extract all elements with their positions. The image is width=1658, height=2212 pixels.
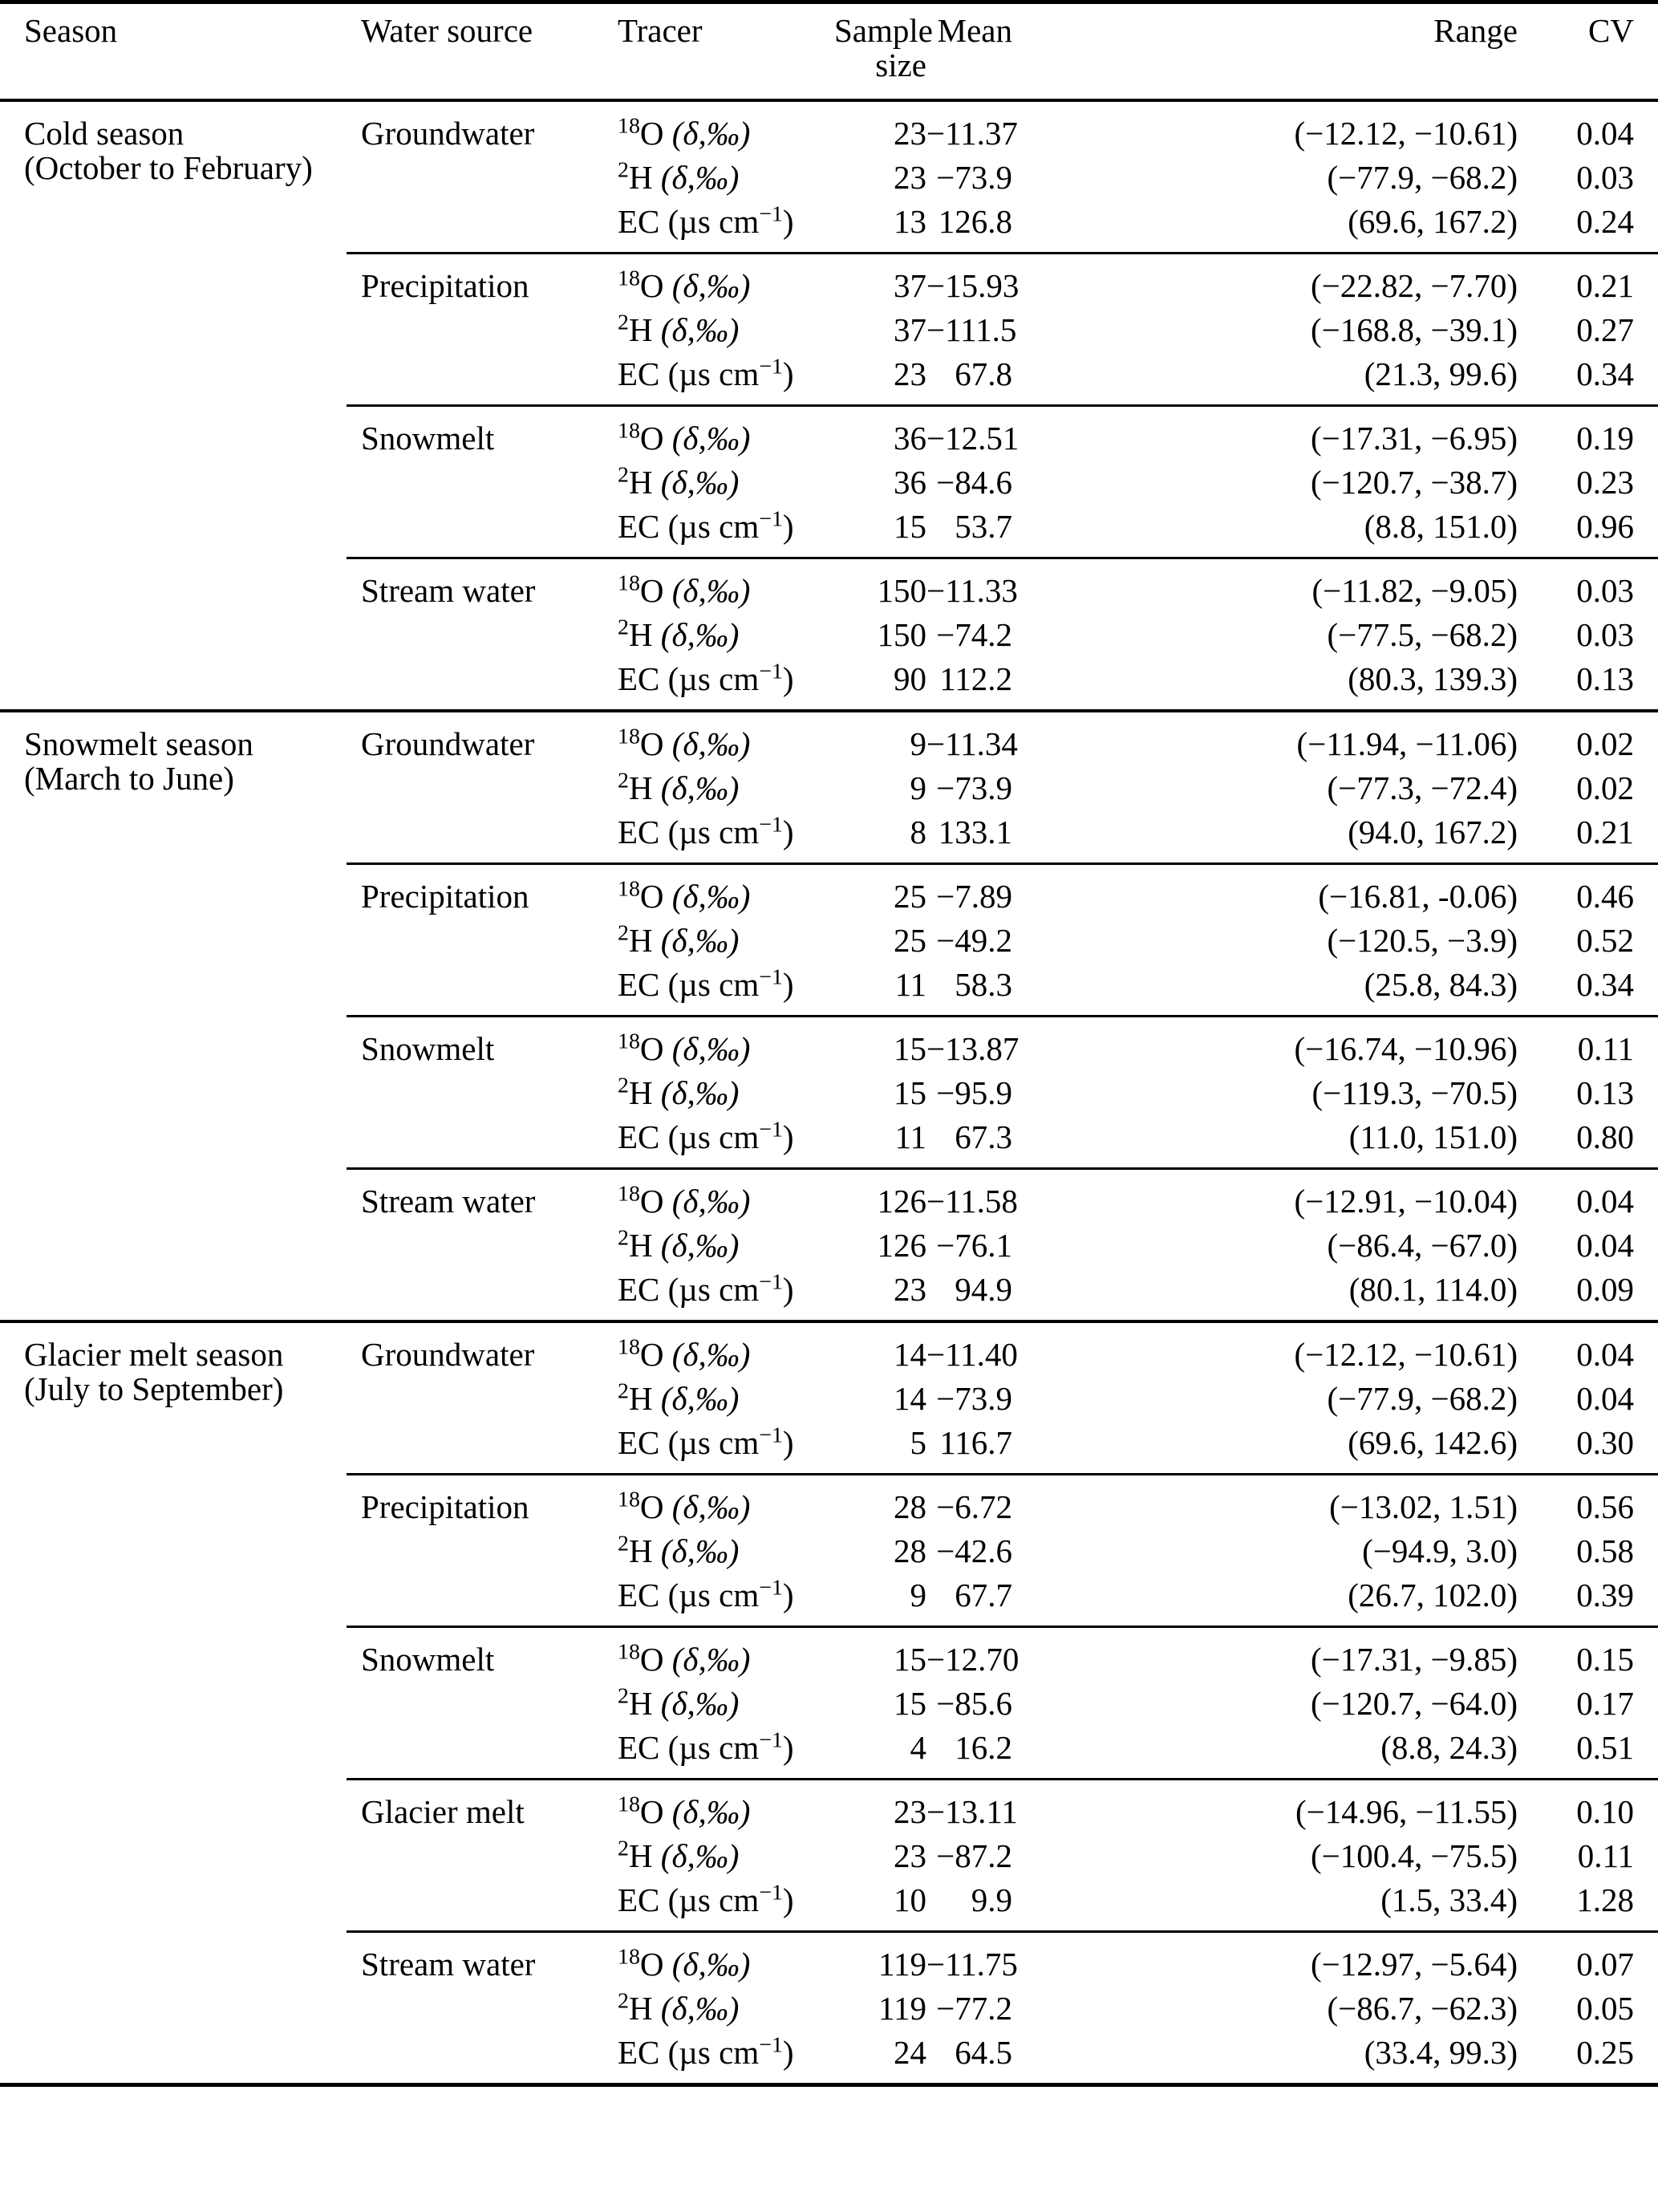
- water-source-cell: Stream water: [347, 1932, 618, 2085]
- sample-size-cell: 119: [834, 1932, 926, 1987]
- water-source-cell: Precipitation: [347, 254, 618, 406]
- mean-cell: −12.70: [926, 1627, 1012, 1682]
- mean-cell: −11.33: [926, 558, 1012, 614]
- water-source-cell: Groundwater: [347, 711, 618, 864]
- cv-cell: 0.39: [1576, 1577, 1634, 1613]
- tracer-cell: EC (µs $cm^{-1}$): [618, 2032, 794, 2071]
- range-cell: (80.1, 114.0): [1348, 1271, 1518, 1308]
- mean-cell: 64.5: [955, 2034, 1012, 2071]
- water-source-cell: Precipitation: [347, 864, 618, 1017]
- sample-size-cell: 14: [834, 1321, 926, 1377]
- tracer-cell: EC (µs $cm^{-1}$): [618, 1727, 794, 1766]
- sample-size-cell: 8: [910, 814, 926, 850]
- cv-cell: 0.02: [1576, 769, 1634, 806]
- tracer-cell: $^{18}$O (δ,‰): [618, 113, 751, 152]
- range-cell: (94.0, 167.2): [1348, 814, 1518, 850]
- range-cell: (−86.7, −62.3): [1327, 1990, 1518, 2027]
- range-cell: (8.8, 151.0): [1364, 508, 1518, 545]
- range-cell: (80.3, 139.3): [1348, 660, 1518, 697]
- sample-size-cell: 4: [910, 1729, 926, 1766]
- mean-cell: −13.11: [926, 1780, 1012, 1835]
- cv-cell: 0.27: [1576, 311, 1634, 348]
- sample-size-cell: 9: [910, 1577, 926, 1613]
- season-cell: [0, 1321, 347, 2085]
- tracer-cell: $^{18}$O (δ,‰): [618, 1475, 834, 1530]
- range-cell: (−11.82, −9.05): [1012, 558, 1518, 614]
- range-cell: (−168.8, −39.1): [1310, 311, 1518, 348]
- sample-size-cell: 126: [877, 1227, 926, 1264]
- cv-cell: 0.58: [1576, 1532, 1634, 1569]
- col-header-mean: Mean: [926, 2, 1012, 101]
- mean-cell: 16.2: [955, 1729, 1012, 1766]
- mean-cell: −11.37: [926, 115, 1018, 152]
- tracer-cell: $^2$H (δ,‰): [618, 1683, 740, 1722]
- cv-cell: 0.11: [1577, 1837, 1634, 1874]
- tracer-cell: EC (µs $cm^{-1}$): [618, 1575, 794, 1613]
- range-cell: (25.8, 84.3): [1364, 966, 1518, 1003]
- mean-cell: 67.3: [955, 1118, 1012, 1155]
- tracer-cell: EC (µs $cm^{-1}$): [618, 659, 794, 697]
- range-cell: (−86.4, −67.0): [1327, 1227, 1518, 1264]
- range-cell: (8.8, 24.3): [1380, 1729, 1518, 1766]
- cv-cell: 0.04: [1576, 1227, 1634, 1264]
- sample-size-cell: 15: [834, 1627, 926, 1682]
- tracer-cell: $^{18}$O (δ,‰): [618, 254, 834, 309]
- range-cell: (69.6, 167.2): [1348, 203, 1518, 240]
- cv-cell: 0.25: [1576, 2034, 1634, 2071]
- range-cell: (−14.96, −11.55): [1012, 1780, 1518, 1835]
- sample-size-cell: 5: [910, 1424, 926, 1461]
- cv-cell: 0.04: [1576, 115, 1634, 152]
- cv-cell: 0.17: [1576, 1685, 1634, 1722]
- range-cell: (−16.74, −10.96): [1012, 1017, 1518, 1072]
- range-cell: (−77.3, −72.4): [1327, 769, 1518, 806]
- season-name: Snowmelt season: [24, 725, 253, 762]
- mean-cell: 9.9: [971, 1881, 1012, 1918]
- sample-size-cell: 25: [834, 864, 926, 919]
- mean-cell: −42.6: [936, 1532, 1012, 1569]
- cv-cell: 0.03: [1518, 558, 1658, 614]
- water-source-cell: Groundwater: [347, 1321, 618, 1475]
- cv-cell: 0.34: [1576, 355, 1634, 392]
- cv-cell: 0.04: [1518, 1321, 1658, 1377]
- mean-cell: 53.7: [955, 508, 1012, 545]
- mean-cell: −77.2: [936, 1990, 1012, 2027]
- mean-cell: −87.2: [936, 1837, 1012, 1874]
- range-cell: (69.6, 142.6): [1348, 1424, 1518, 1461]
- tracer-cell: $^2$H (δ,‰): [618, 157, 740, 196]
- header-row: [0, 2, 1658, 101]
- mean-cell: 116.7: [939, 1424, 1012, 1461]
- tracer-cell: $^2$H (δ,‰): [618, 768, 740, 806]
- table-row: [0, 711, 1658, 766]
- tracer-cell: EC (µs $cm^{-1}$): [618, 964, 794, 1003]
- cv-cell: 0.52: [1576, 922, 1634, 959]
- range-cell: (11.0, 151.0): [1348, 1118, 1518, 1155]
- mean-cell: −13.87: [926, 1017, 1012, 1072]
- col-header-range: Range: [1012, 2, 1518, 101]
- cv-cell: 1.28: [1576, 1881, 1634, 1918]
- sample-size-cell: 90: [894, 660, 926, 697]
- sample-size-cell: 37: [834, 254, 926, 309]
- season-months: (July to September): [24, 1370, 284, 1407]
- tracer-cell: $^{18}$O (δ,‰): [618, 711, 834, 766]
- water-source-cell: Glacier melt: [347, 1780, 618, 1932]
- sample-size-cell: 13: [894, 203, 926, 240]
- sample-size-cell: 36: [894, 464, 926, 501]
- tracer-cell: $^{18}$O (δ,‰): [618, 1017, 834, 1072]
- sample-size-cell: 28: [834, 1475, 926, 1530]
- range-cell: (−12.12, −10.61): [1012, 1321, 1518, 1377]
- mean-cell: 112.2: [939, 660, 1012, 697]
- cv-cell: 0.34: [1576, 966, 1634, 1003]
- tracer-cell: $^2$H (δ,‰): [618, 1378, 740, 1417]
- range-cell: (−100.4, −75.5): [1310, 1837, 1518, 1874]
- sample-size-cell: 11: [894, 966, 926, 1003]
- water-source-cell: Snowmelt: [347, 406, 618, 558]
- sample-size-cell: 23: [894, 1271, 926, 1308]
- cv-cell: 0.24: [1576, 203, 1634, 240]
- tracer-cell: $^{18}$O (δ,‰): [618, 864, 834, 919]
- range-cell: (−12.97, −5.64): [1012, 1932, 1518, 1987]
- tracer-cell: $^{18}$O (δ,‰): [618, 406, 834, 461]
- sample-size-cell: 11: [894, 1118, 926, 1155]
- season-name: Cold season: [24, 115, 184, 152]
- cv-cell: 0.02: [1518, 711, 1658, 766]
- tracer-cell: $^{18}$O (δ,‰): [618, 1780, 834, 1835]
- table-row: [0, 1321, 1658, 1377]
- tracer-cell: $^2$H (δ,‰): [618, 462, 740, 501]
- sample-size-cell: 37: [894, 311, 926, 348]
- mean-cell: −95.9: [936, 1074, 1012, 1111]
- tracer-cell: $^{18}$O (δ,‰): [618, 1321, 834, 1377]
- mean-cell: 126.8: [938, 203, 1012, 240]
- range-cell: (−77.5, −68.2): [1327, 616, 1518, 653]
- tracer-cell: $^2$H (δ,‰): [618, 1073, 740, 1111]
- tracer-cell: $^2$H (δ,‰): [618, 615, 740, 653]
- mean-cell: −74.2: [936, 616, 1012, 653]
- sample-size-cell: 23: [894, 355, 926, 392]
- mean-cell: −11.58: [926, 1169, 1012, 1224]
- tracer-cell: EC (µs $cm^{-1}$): [618, 1880, 794, 1918]
- tracer-cell: EC (µs $cm^{-1}$): [618, 1269, 794, 1308]
- tracer-cell: EC (µs $cm^{-1}$): [618, 506, 794, 545]
- range-cell: (−120.7, −38.7): [1310, 464, 1518, 501]
- col-header-season: Season: [0, 2, 347, 101]
- table-body: [0, 100, 1658, 2085]
- col-header-water-source: Water source: [347, 2, 618, 101]
- cv-cell: 0.21: [1576, 814, 1634, 850]
- mean-cell: −6.72: [926, 1475, 1012, 1530]
- sample-size-cell: 9: [834, 711, 926, 766]
- range-cell: (33.4, 99.3): [1364, 2034, 1518, 2071]
- mean-cell: 67.7: [955, 1577, 1012, 1613]
- range-cell: (−22.82, −7.70): [1012, 254, 1518, 309]
- sample-size-cell: 14: [894, 1380, 926, 1417]
- range-cell: (−17.31, −6.95): [1012, 406, 1518, 461]
- cv-cell: 0.03: [1576, 616, 1634, 653]
- col-header-cv: CV: [1518, 2, 1658, 101]
- range-cell: (26.7, 102.0): [1348, 1577, 1518, 1613]
- range-cell: (−94.9, 3.0): [1362, 1532, 1518, 1569]
- mean-cell: −76.1: [936, 1227, 1012, 1264]
- tracer-cell: $^2$H (δ,‰): [618, 1531, 740, 1569]
- cv-cell: 0.21: [1518, 254, 1658, 309]
- col-header-sample-size: Sample size: [834, 2, 926, 101]
- range-cell: (−17.31, −9.85): [1012, 1627, 1518, 1682]
- tracer-cell: $^2$H (δ,‰): [618, 310, 740, 348]
- mean-cell: −15.93: [926, 254, 1012, 309]
- sample-size-cell: 15: [834, 1017, 926, 1072]
- tracer-cell: $^{18}$O (δ,‰): [618, 1169, 834, 1224]
- range-cell: (−77.9, −68.2): [1327, 159, 1518, 196]
- cv-cell: 0.96: [1576, 508, 1634, 545]
- tracer-cell: EC (µs $cm^{-1}$): [618, 354, 794, 392]
- sample-size-cell: 23: [834, 1780, 926, 1835]
- water-source-cell: Precipitation: [347, 1475, 618, 1627]
- tracer-cell: $^2$H (δ,‰): [618, 1836, 740, 1874]
- sample-size-cell: 9: [910, 769, 926, 806]
- range-cell: (−13.02, 1.51): [1012, 1475, 1518, 1530]
- cv-cell: 0.04: [1576, 1380, 1634, 1417]
- water-source-cell: Snowmelt: [347, 1017, 618, 1169]
- mean-cell: 94.9: [955, 1271, 1012, 1308]
- cv-cell: 0.30: [1576, 1424, 1634, 1461]
- sample-size-cell: 36: [834, 406, 926, 461]
- cv-cell: 0.10: [1518, 1780, 1658, 1835]
- mean-cell: 67.8: [955, 355, 1012, 392]
- cv-cell: 0.11: [1518, 1017, 1658, 1072]
- mean-cell: −11.40: [926, 1321, 1012, 1377]
- cv-cell: 0.15: [1518, 1627, 1658, 1682]
- sample-size-cell: 119: [878, 1990, 926, 2027]
- season-months: (March to June): [24, 760, 234, 797]
- cv-cell: 0.05: [1576, 1990, 1634, 2027]
- tracer-cell: $^{18}$O (δ,‰): [618, 558, 834, 614]
- tracer-cell: $^2$H (δ,‰): [618, 1225, 740, 1264]
- season-name: Glacier melt season: [24, 1336, 284, 1373]
- range-cell: (−11.94, −11.06): [1012, 711, 1518, 766]
- sample-size-cell: 23: [894, 115, 926, 152]
- sample-size-cell: 150: [834, 558, 926, 614]
- mean-cell: −73.9: [936, 1380, 1012, 1417]
- mean-cell: −111.5: [926, 311, 1017, 348]
- cv-cell: 0.09: [1576, 1271, 1634, 1308]
- sample-size-cell: 25: [894, 922, 926, 959]
- tracer-cell: EC (µs $cm^{-1}$): [618, 812, 794, 850]
- cv-cell: 0.13: [1576, 1074, 1634, 1111]
- cv-cell: 0.07: [1518, 1932, 1658, 1987]
- range-cell: (−12.91, −10.04): [1012, 1169, 1518, 1224]
- range-cell: (1.5, 33.4): [1380, 1881, 1518, 1918]
- cv-cell: 0.03: [1576, 159, 1634, 196]
- season-cell: [0, 100, 347, 711]
- mean-cell: −11.34: [926, 711, 1012, 766]
- mean-cell: −73.9: [936, 159, 1012, 196]
- range-cell: (−77.9, −68.2): [1327, 1380, 1518, 1417]
- tracer-cell: EC (µs $cm^{-1}$): [618, 1117, 794, 1155]
- water-source-cell: Stream water: [347, 1169, 618, 1322]
- tracer-cell: EC (µs $cm^{-1}$): [618, 1423, 794, 1461]
- sample-size-cell: 15: [894, 1685, 926, 1722]
- range-cell: (21.3, 99.6): [1364, 355, 1518, 392]
- range-cell: (−120.7, −64.0): [1310, 1685, 1518, 1722]
- range-cell: (−119.3, −70.5): [1311, 1074, 1518, 1111]
- mean-cell: −73.9: [936, 769, 1012, 806]
- water-source-cell: Groundwater: [361, 115, 535, 152]
- sample-size-cell: 24: [894, 2034, 926, 2071]
- mean-cell: 133.1: [938, 814, 1012, 850]
- sample-size-cell: 15: [894, 508, 926, 545]
- cv-cell: 0.04: [1518, 1169, 1658, 1224]
- cv-cell: 0.13: [1576, 660, 1634, 697]
- tracer-cell: $^2$H (δ,‰): [618, 920, 740, 959]
- tracer-cell: $^{18}$O (δ,‰): [618, 1932, 834, 1987]
- season-cell: [0, 711, 347, 1321]
- sample-size-cell: 23: [894, 1837, 926, 1874]
- cv-cell: 0.56: [1518, 1475, 1658, 1530]
- cv-cell: 0.19: [1518, 406, 1658, 461]
- cv-cell: 0.23: [1576, 464, 1634, 501]
- cv-cell: 0.80: [1576, 1118, 1634, 1155]
- mean-cell: −49.2: [936, 922, 1012, 959]
- mean-cell: −85.6: [936, 1685, 1012, 1722]
- season-months: (October to February): [24, 149, 313, 186]
- col-header-tracer: Tracer: [618, 2, 834, 101]
- mean-cell: −11.75: [926, 1932, 1012, 1987]
- table-row: [0, 100, 1658, 156]
- water-source-cell: Snowmelt: [347, 1627, 618, 1780]
- range-cell: (−16.81, -0.06): [1012, 864, 1518, 919]
- mean-cell: −7.89: [926, 864, 1012, 919]
- sample-size-cell: 15: [894, 1074, 926, 1111]
- sample-size-cell: 23: [894, 159, 926, 196]
- water-source-cell: Stream water: [347, 558, 618, 712]
- mean-cell: −84.6: [936, 464, 1012, 501]
- range-cell: (−12.12, −10.61): [1294, 115, 1518, 152]
- sample-size-cell: 150: [877, 616, 926, 653]
- sample-size-cell: 28: [894, 1532, 926, 1569]
- cv-cell: 0.51: [1576, 1729, 1634, 1766]
- tracer-cell: $^{18}$O (δ,‰): [618, 1627, 834, 1682]
- sample-size-cell: 10: [894, 1881, 926, 1918]
- tracer-cell: EC (µs $cm^{-1}$): [618, 201, 794, 240]
- tracer-cell: $^2$H (δ,‰): [618, 1988, 740, 2027]
- mean-cell: −12.51: [926, 406, 1012, 461]
- cv-cell: 0.46: [1518, 864, 1658, 919]
- mean-cell: 58.3: [955, 966, 1012, 1003]
- sample-size-cell: 126: [834, 1169, 926, 1224]
- range-cell: (−120.5, −3.9): [1327, 922, 1518, 959]
